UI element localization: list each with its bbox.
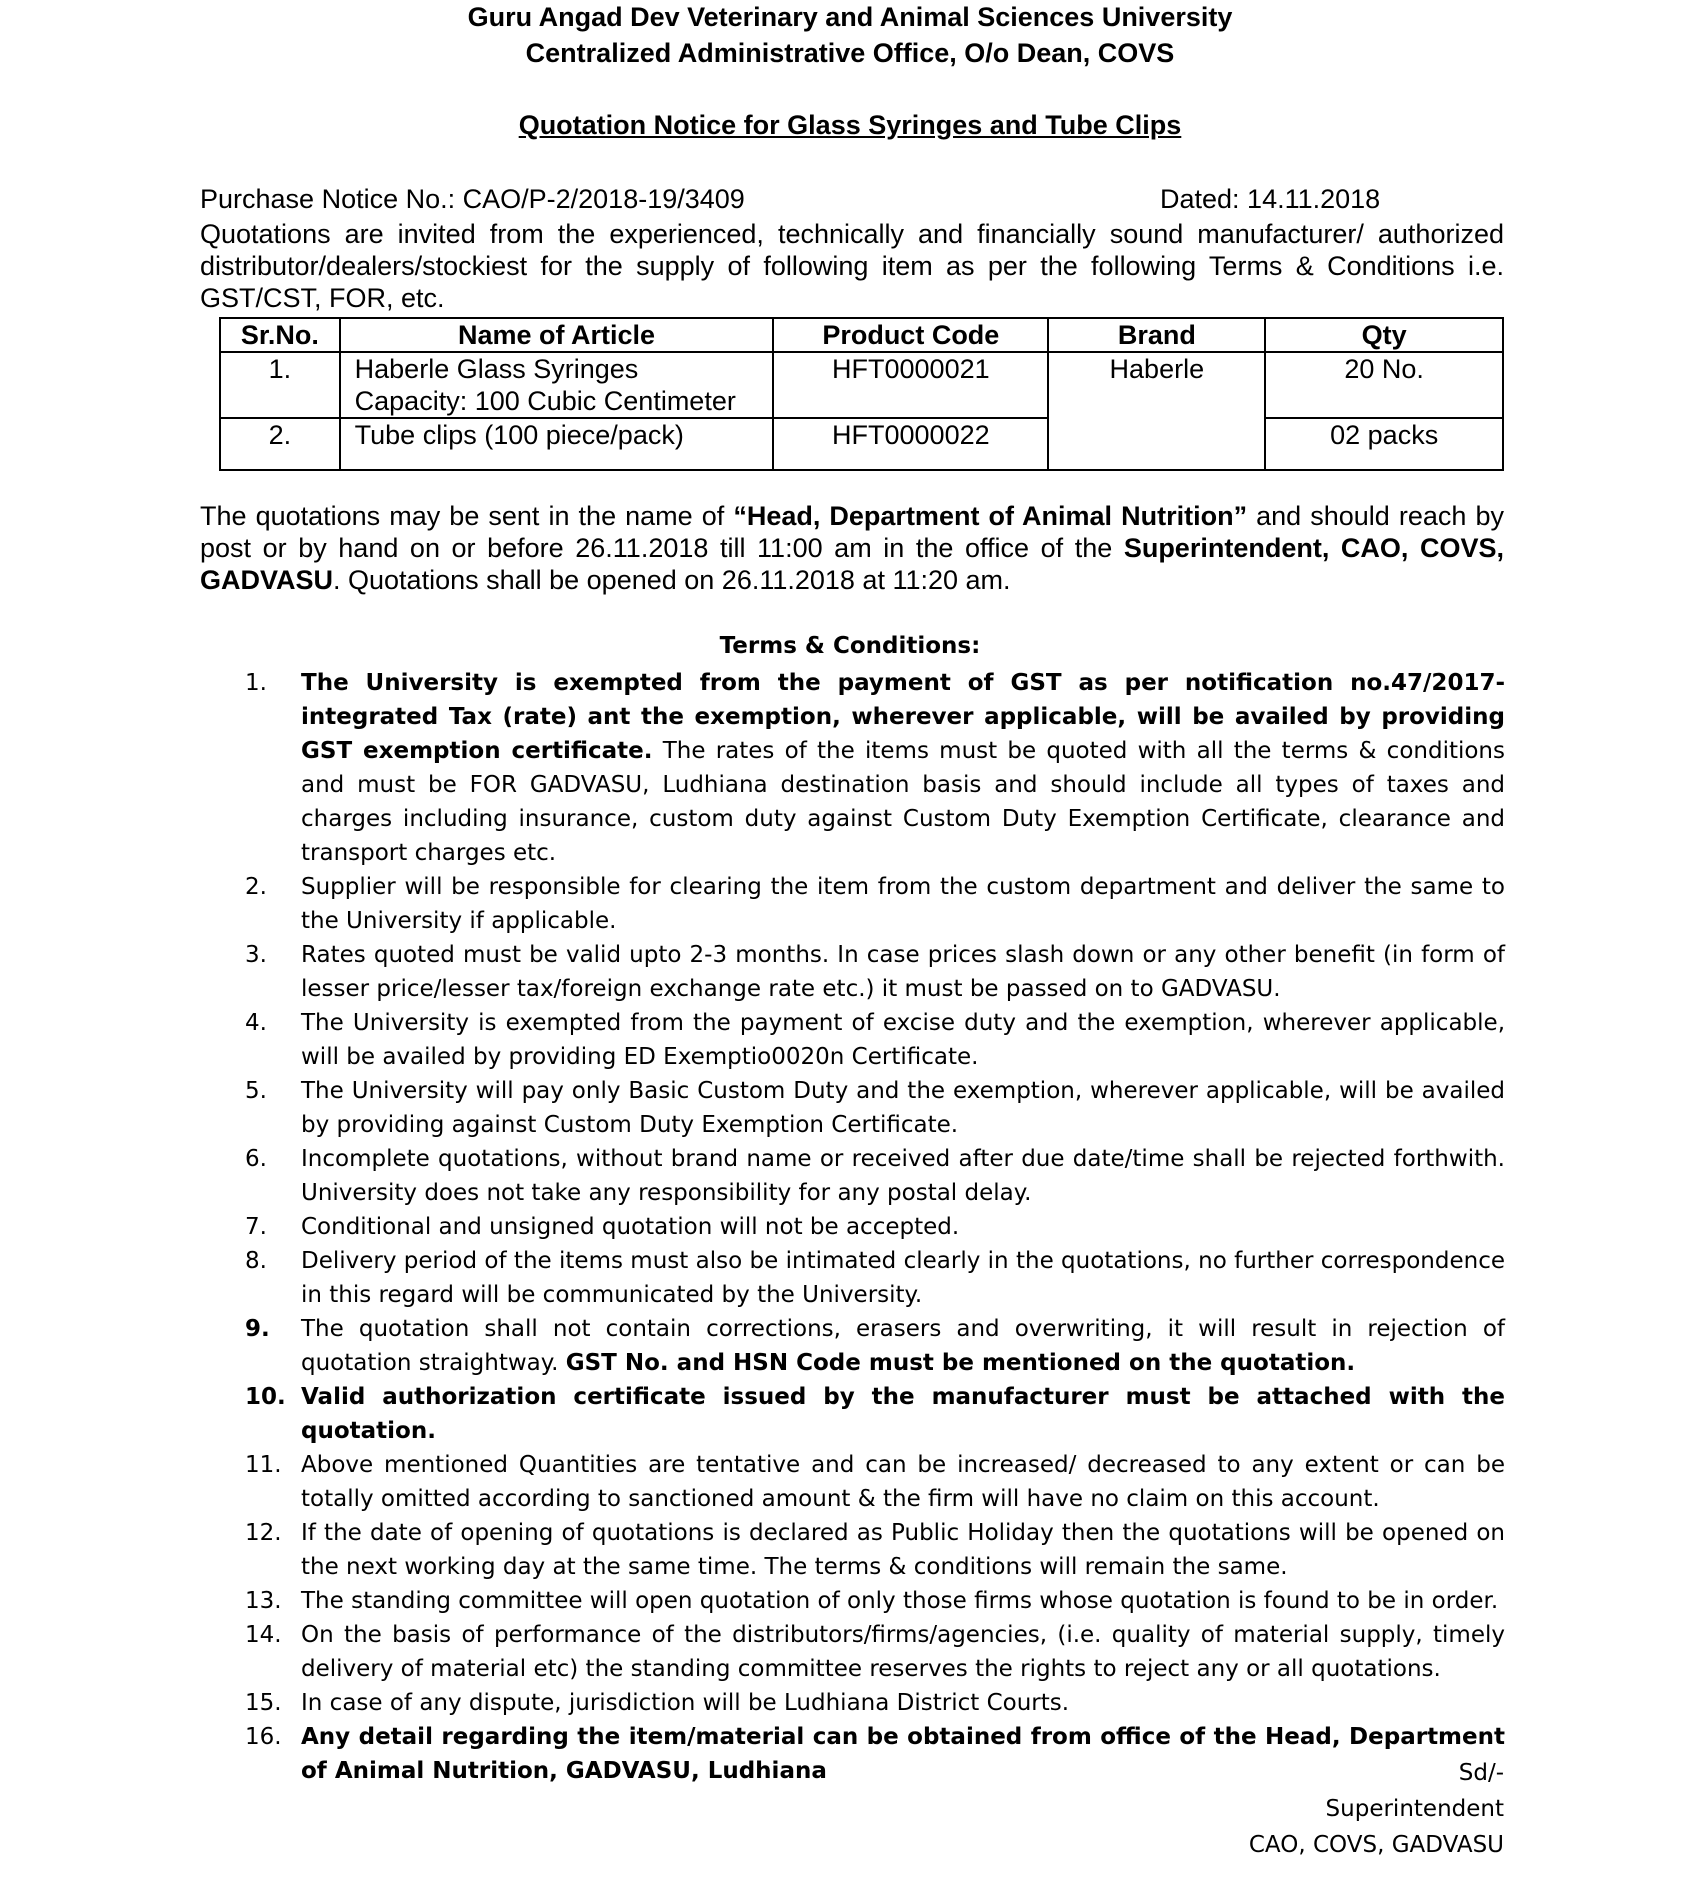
term-number: 15. <box>245 1690 282 1716</box>
term-item <box>245 1686 1505 1720</box>
term-text: Supplier will be responsible for clearing the item from the custom department and deliver the same to the University if applicable. <box>301 874 1505 934</box>
article-line: Tube clips (100 piece/pack) <box>354 420 684 450</box>
term-item <box>245 1244 1505 1312</box>
signatory-office: CAO, COVS, GADVASU <box>1248 1832 1504 1858</box>
table-header-row <box>220 318 1503 352</box>
cell-article <box>340 352 774 418</box>
signature-mark: Sd/- <box>1458 1760 1504 1786</box>
term-number: 8. <box>245 1248 267 1274</box>
term-text: On the basis of performance of the distributors/firms/agencies, (i.e. quality of material supply, timely delivery of material etc) the standing committee reserves the rights to reject any or all quotations. <box>301 1622 1505 1682</box>
term-text: The University will pay only Basic Custom Duty and the exemption, wherever applicable, will be availed by providing against Custom Duty Exemption Certificate. <box>301 1078 1505 1138</box>
header-qty: Qty <box>1265 318 1503 352</box>
cell-sr-no: 1. <box>220 352 340 418</box>
term-item <box>245 1142 1505 1210</box>
term-number: 3. <box>245 942 267 968</box>
intro-paragraph: Quotations are invited from the experienced, technically and financially sound manufacturer/ authorized distributor/dealers/stockiest for the supply of following item as per the following Terms & Conditions i.e. GST/CST, FOR, etc. <box>200 219 1504 313</box>
term-bold-text: Valid authorization certificate issued by the manufacturer must be attached with the quotation. <box>301 1384 1505 1444</box>
term-item <box>245 1210 1505 1244</box>
term-item <box>245 1448 1505 1516</box>
term-item <box>245 1074 1505 1142</box>
term-item <box>245 1516 1505 1584</box>
header-product-code: Product Code <box>773 318 1048 352</box>
term-text: The University is exempted from the payment of excise duty and the exemption, wherever applicable, will be availed by providing ED Exemptio0020n Certificate. <box>301 1010 1505 1070</box>
term-item <box>245 938 1505 1006</box>
cell-product-code: HFT0000021 <box>773 352 1048 418</box>
items-table <box>219 317 1504 471</box>
submission-paragraph <box>200 500 1504 596</box>
term-bold-text: Any detail regarding the item/material can be obtained from office of the Head, Department of Animal Nutrition, GADVASU, Ludhiana <box>301 1724 1505 1784</box>
cell-qty: 02 packs <box>1265 418 1503 470</box>
term-number: 1. <box>245 670 267 696</box>
term-number: 14. <box>245 1622 282 1648</box>
notice-title: Quotation Notice for Glass Syringes and Tube Clips <box>518 110 1182 140</box>
term-number: 9. <box>245 1316 270 1342</box>
table-row <box>220 418 1503 470</box>
article-line: Capacity: 100 Cubic Centimeter <box>354 386 736 416</box>
term-text: Above mentioned Quantities are tentative and can be increased/ decreased to any extent or can be totally omitted according to sanctioned amount & the firm will have no claim on this account. <box>301 1452 1505 1512</box>
office-name: Centralized Administrative Office, O/o Dean, COVS <box>525 38 1175 68</box>
terms-list <box>245 666 1505 1788</box>
term-text: If the date of opening of quotations is declared as Public Holiday then the quotations will be opened on the next working day at the same time. The terms & conditions will remain the same. <box>301 1520 1505 1580</box>
submission-text: . Quotations shall be opened on 26.11.2018 at 11:20 am. <box>333 565 1011 595</box>
cell-product-code: HFT0000022 <box>773 418 1048 470</box>
term-item <box>245 1584 1505 1618</box>
addressee: “Head, Department of Animal Nutrition” <box>733 501 1248 531</box>
term-number: 16. <box>245 1724 282 1750</box>
terms-heading: Terms & Conditions: <box>719 633 981 659</box>
header-article: Name of Article <box>340 318 774 352</box>
term-text: Incomplete quotations, without brand name or received after due date/time shall be rejected forthwith. University does not take any responsibility for any postal delay. <box>301 1146 1505 1206</box>
term-number: 10. <box>245 1384 286 1410</box>
term-text: Rates quoted must be valid upto 2-3 months. In case prices slash down or any other benefit (in form of lesser price/lesser tax/foreign exchange rate etc.) it must be passed on to GADVASU. <box>301 942 1505 1002</box>
term-bold-text: The University is exempted from the payment of GST as per notification no.47/2017-integrated Tax (rate) ant the exemption, wherever applicable, will be availed by providing GST exemption certificate. <box>301 670 1505 764</box>
term-text: In case of any dispute, jurisdiction will be Ludhiana District Courts. <box>301 1690 1070 1716</box>
term-item <box>245 870 1505 938</box>
term-text: The standing committee will open quotation of only those firms whose quotation is found to be in order. <box>301 1588 1499 1614</box>
notice-date: Dated: 14.11.2018 <box>1160 184 1381 214</box>
term-number: 6. <box>245 1146 267 1172</box>
term-number: 13. <box>245 1588 282 1614</box>
purchase-notice-number: Purchase Notice No.: CAO/P-2/2018-19/3409 <box>200 184 745 214</box>
term-number: 4. <box>245 1010 267 1036</box>
cell-qty: 20 No. <box>1265 352 1503 418</box>
term-number: 2. <box>245 874 267 900</box>
term-number: 7. <box>245 1214 267 1240</box>
term-item <box>245 1618 1505 1686</box>
submission-text: The quotations may be sent in the name of <box>200 501 734 531</box>
term-item <box>245 1312 1505 1380</box>
term-item <box>245 1006 1505 1074</box>
term-number: 5. <box>245 1078 267 1104</box>
submission-text: and should reach by post or by hand on or before 26.11.2018 till 11:00 am in the office of the <box>200 501 1504 563</box>
term-text: Delivery period of the items must also be intimated clearly in the quotations, no further correspondence in this regard will be communicated by the University. <box>301 1248 1505 1308</box>
header-sr-no: Sr.No. <box>220 318 340 352</box>
university-name: Guru Angad Dev Veterinary and Animal Sciences University <box>467 2 1233 32</box>
term-text: The rates of the items must be quoted with all the terms & conditions and must be FOR GADVASU, Ludhiana destination basis and should include all types of taxes and charges including insurance, custom duty against Custom Duty Exemption Certificate, clearance and transport charges etc. <box>301 738 1505 866</box>
term-item <box>245 666 1505 870</box>
article-line: Haberle Glass Syringes <box>354 354 639 384</box>
office-address: Superintendent, CAO, COVS, GADVASU <box>200 533 1504 595</box>
term-bold-text: GST No. and HSN Code must be mentioned on the quotation. <box>565 1350 1356 1376</box>
signature-block <box>1249 1755 1504 1863</box>
term-number: 12. <box>245 1520 282 1546</box>
term-text: Conditional and unsigned quotation will not be accepted. <box>301 1214 960 1240</box>
header-brand: Brand <box>1048 318 1265 352</box>
table-row <box>220 352 1503 418</box>
cell-sr-no: 2. <box>220 418 340 470</box>
term-number: 11. <box>245 1452 282 1478</box>
term-text: The quotation shall not contain corrections, erasers and overwriting, it will result in rejection of quotation straightway. <box>301 1316 1505 1376</box>
cell-brand: Haberle <box>1048 352 1265 470</box>
cell-article <box>340 418 774 470</box>
signatory-designation: Superintendent <box>1325 1796 1504 1822</box>
term-item <box>245 1380 1505 1448</box>
